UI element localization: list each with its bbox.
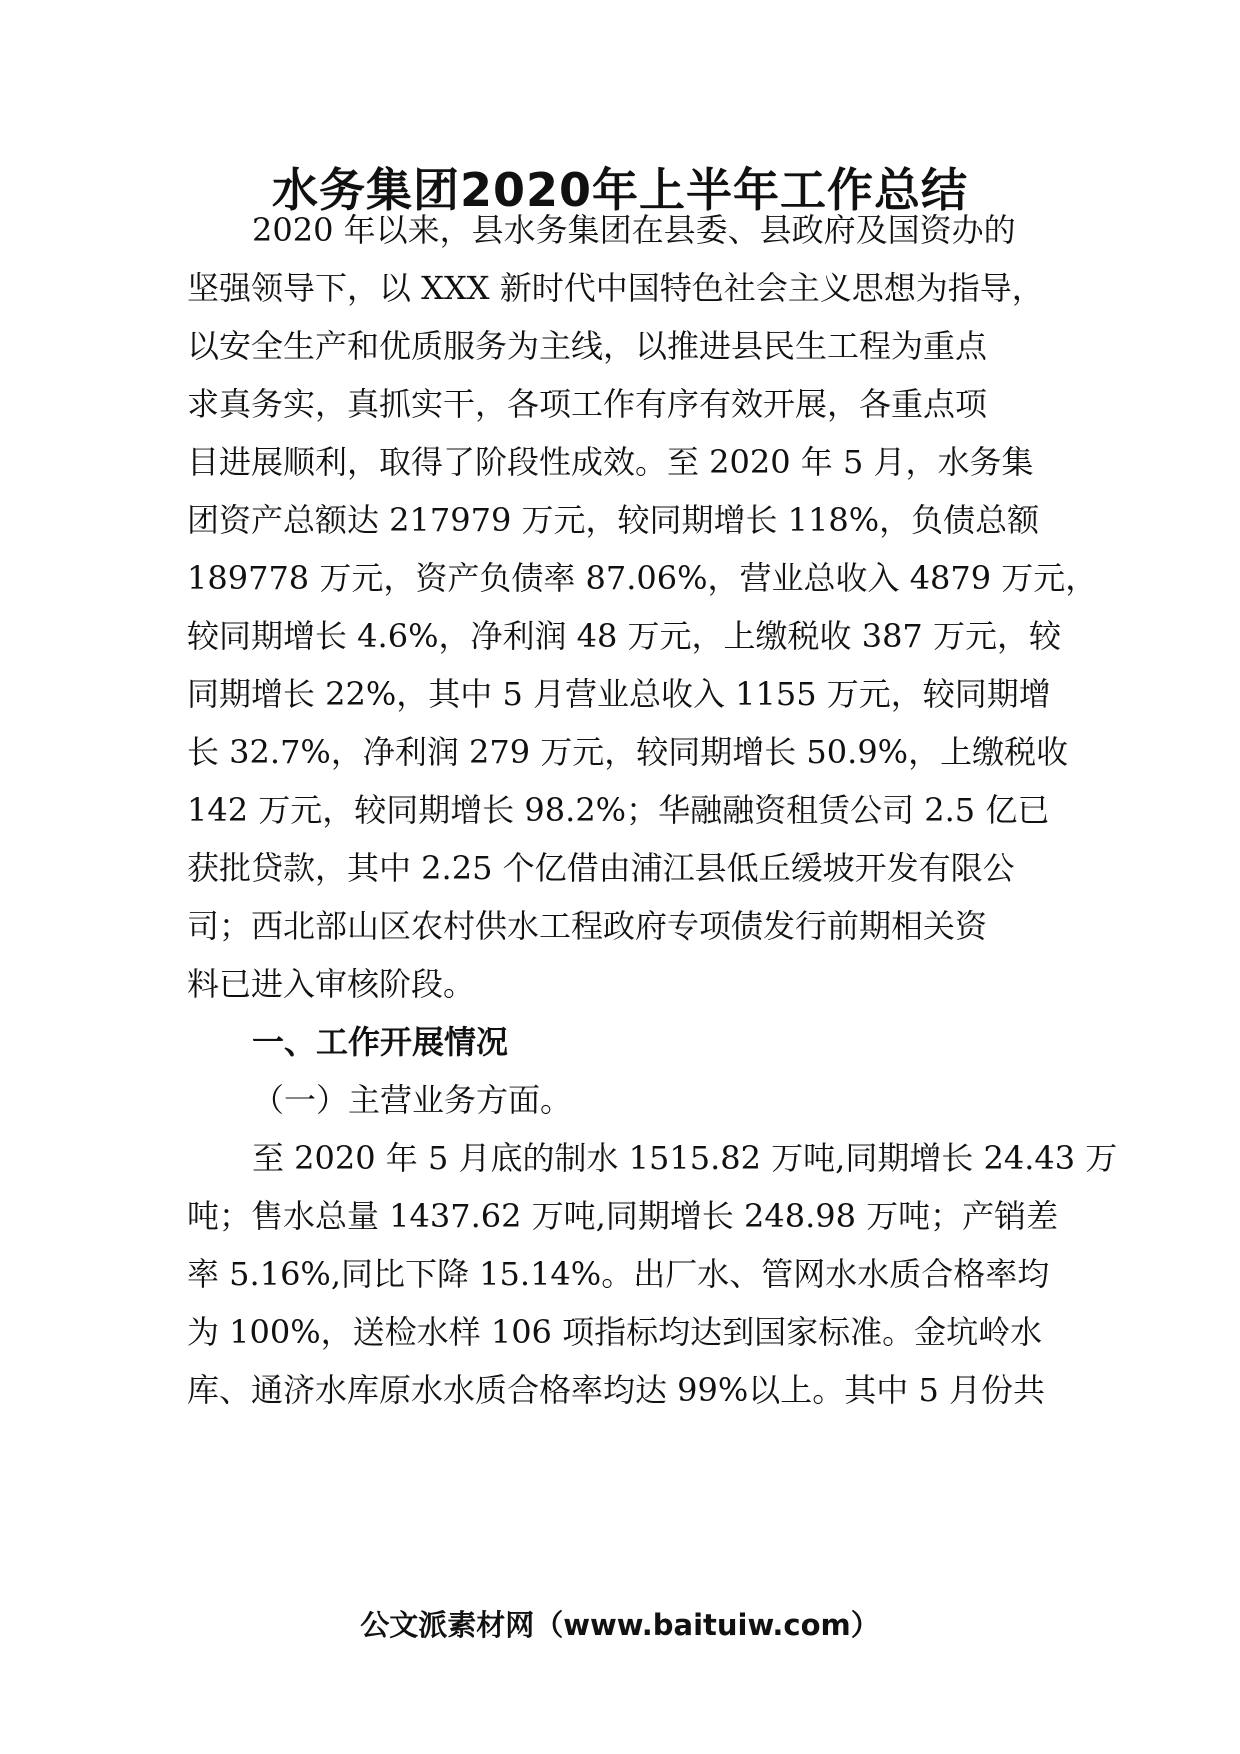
section-heading: 一、工作开展情况 [252,1023,509,1061]
intro-line-6: 团资产总额达 217979 万元，较同期增长 118%，负债总额 [187,501,1040,539]
body-line-3: 率 5.16%,同比下降 15.14%。出厂水、管网水水质合格率均 [187,1255,1050,1293]
intro-line-12: 获批贷款，其中 2.25 个亿借由浦江县低丘缓坡开发有限公 [187,849,1015,887]
body-line-4: 为 100%，送检水样 106 项指标均达到国家标准。金坑岭水 [187,1313,1043,1351]
body-line-1: 至 2020 年 5 月底的制水 1515.82 万吨,同期增长 24.43 万 [252,1139,1118,1177]
document-title: 水务集团2020年上半年工作总结 [271,163,969,217]
body-line-2: 吨；售水总量 1437.62 万吨,同期增长 248.98 万吨；产销差 [187,1197,1059,1235]
body-line-5: 库、通济水库原水水质合格率均达 99%以上。其中 5 月份共 [187,1371,1046,1409]
intro-line-8: 较同期增长 4.6%，净利润 48 万元，上缴税收 387 万元，较 [187,617,1061,655]
intro-line-14: 料已进入审核阶段。 [187,965,476,1003]
intro-line-9: 同期增长 22%，其中 5 月营业总收入 1155 万元，较同期增 [187,675,1051,713]
intro-line-1: 2020 年以来，县水务集团在县委、县政府及国资办的 [252,211,1016,249]
intro-line-11: 142 万元，较同期增长 98.2%；华融融资租赁公司 2.5 亿已 [187,791,1050,829]
subsection-heading: （一）主营业务方面。 [252,1081,573,1119]
intro-line-3: 以安全生产和优质服务为主线，以推进县民生工程为重点 [187,327,988,365]
intro-line-7: 189778 万元，资产负债率 87.06%，营业总收入 4879 万元， [187,559,1098,597]
intro-line-4: 求真务实，真抓实干，各项工作有序有效开展，各重点项 [187,385,988,423]
footer-watermark: 公文派素材网（www.baituiw.com） [360,1608,880,1642]
intro-line-13: 司；西北部山区农村供水工程政府专项债发行前期相关资 [187,907,988,945]
intro-line-10: 长 32.7%，净利润 279 万元，较同期增长 50.9%，上缴税收 [187,733,1069,771]
intro-line-5: 目进展顺利，取得了阶段性成效。至 2020 年 5 月，水务集 [187,443,1034,481]
intro-line-2: 坚强领导下，以 XXX 新时代中国特色社会主义思想为指导， [187,269,1044,307]
